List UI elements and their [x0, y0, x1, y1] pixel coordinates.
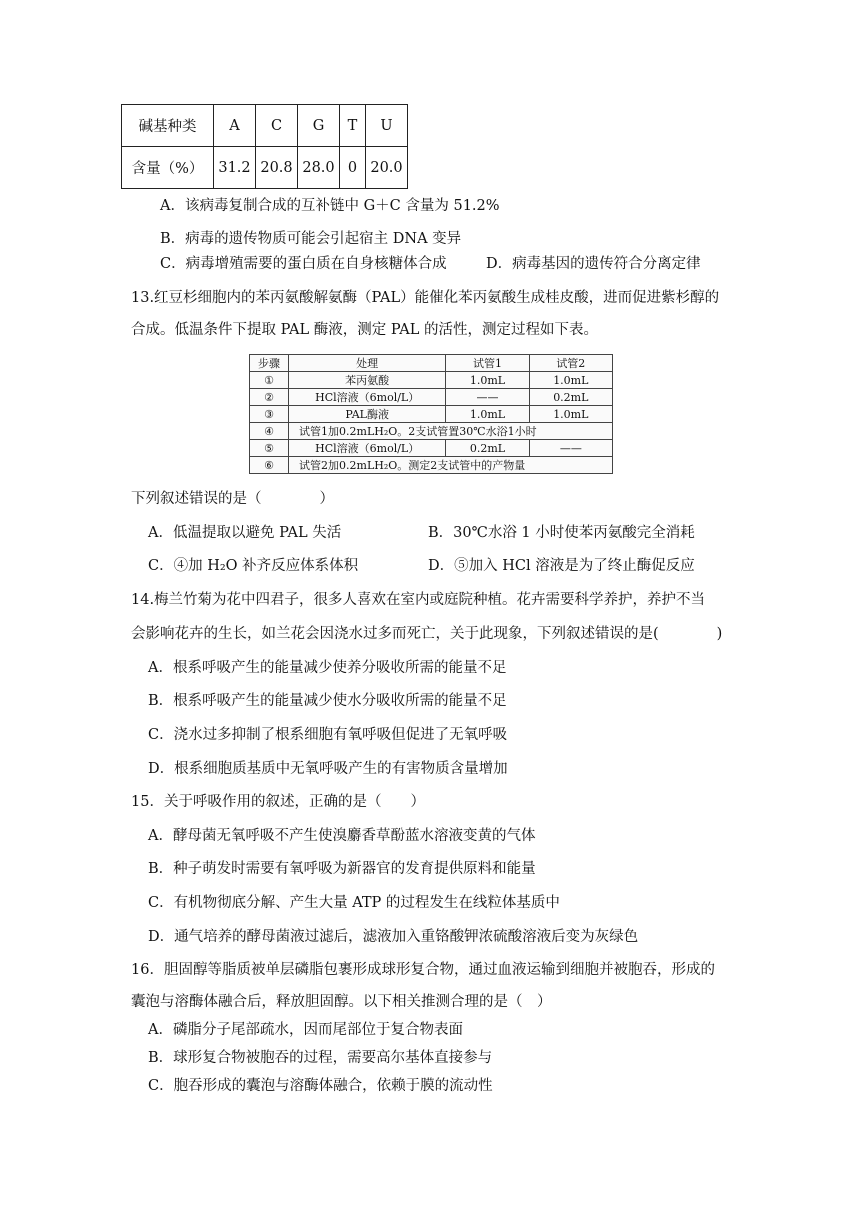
- q14-option-d: D．根系细胞质基质中无氧呼吸产生的有害物质含量增加: [148, 761, 508, 777]
- q13-option-a: A．低温提取以避免 PAL 失活: [148, 525, 342, 541]
- table-cell: 1.0mL: [446, 372, 529, 389]
- q13-option-b: B．30℃水浴 1 小时使苯丙氨酸完全消耗: [428, 525, 695, 541]
- q12-option-b: B．病毒的遗传物质可能会引起宿主 DNA 变异: [160, 231, 462, 247]
- table-row: [250, 423, 613, 440]
- table-row: [250, 372, 613, 389]
- q16-stem-line1: 16．胆固醇等脂质被单层磷脂包裹形成球形复合物，通过血液运输到细胞并被胞吞，形成的: [131, 962, 715, 978]
- table-cell: ③: [250, 406, 289, 423]
- q14-stem-line2: 会影响花卉的生长，如兰花会因浇水过多而死亡，关于此现象，下列叙述错误的是( ): [131, 626, 723, 642]
- table-cell: ①: [250, 372, 289, 389]
- q14-stem-line1: 14.梅兰竹菊为花中四君子，很多人喜欢在室内或庭院种植。花卉需要科学养护，养护不当: [131, 592, 706, 608]
- table-cell: ④: [250, 423, 289, 440]
- table-row: [122, 147, 408, 189]
- table-header-cell: C: [256, 105, 298, 147]
- q13-stem-line1: 13.红豆杉细胞内的苯丙氨酸解氨酶（PAL）能催化苯丙氨酸生成桂皮酸，进而促进紫杉醇的: [131, 290, 720, 306]
- table-header-cell: 试管1: [446, 355, 529, 372]
- q16-stem-line2: 囊泡与溶酶体融合后，释放胆固醇。以下相关推测合理的是（ ）: [131, 994, 552, 1010]
- table-row: [250, 406, 613, 423]
- table-cell: 苯丙氨酸: [289, 372, 446, 389]
- table-cell: ——: [446, 389, 529, 406]
- q13-option-c: C．④加 H₂O 补齐反应体系体积: [148, 558, 359, 574]
- q13-stem-line2: 合成。低温条件下提取 PAL 酶液，测定 PAL 的活性，测定过程如下表。: [131, 322, 598, 338]
- q16-option-c: C．胞吞形成的囊泡与溶酶体融合，依赖于膜的流动性: [148, 1078, 493, 1094]
- q12-option-a: A．该病毒复制合成的互补链中 G＋C 含量为 51.2%: [160, 198, 500, 214]
- q14-option-a: A．根系呼吸产生的能量减少使养分吸收所需的能量不足: [148, 660, 507, 676]
- pal-procedure-table: [249, 354, 613, 474]
- table-row: [122, 105, 408, 147]
- table-cell: 0: [340, 147, 366, 189]
- table-cell: HCl溶液（6mol/L）: [289, 389, 446, 406]
- table-header-cell: U: [366, 105, 408, 147]
- table-cell: 试管1加0.2mLH₂O。2支试管置30℃水浴1小时: [289, 423, 613, 440]
- table-header-cell: 步骤: [250, 355, 289, 372]
- q15-option-a: A．酵母菌无氧呼吸不产生使溴麝香草酚蓝水溶液变黄的气体: [148, 828, 536, 844]
- table-header-cell: 碱基种类: [122, 105, 214, 147]
- table-row: [250, 457, 613, 474]
- q15-stem: 15．关于呼吸作用的叙述，正确的是（ ）: [131, 794, 425, 810]
- table-cell: HCl溶液（6mol/L）: [289, 440, 446, 457]
- table-header-cell: T: [340, 105, 366, 147]
- table-cell: 0.2mL: [446, 440, 529, 457]
- table-cell: 31.2: [214, 147, 256, 189]
- table-cell: ⑤: [250, 440, 289, 457]
- table-header-cell: G: [298, 105, 340, 147]
- table-cell: 0.2mL: [529, 389, 612, 406]
- table-header-cell: 试管2: [529, 355, 612, 372]
- table-cell: 试管2加0.2mLH₂O。测定2支试管中的产物量: [289, 457, 613, 474]
- table-header-cell: 处理: [289, 355, 446, 372]
- q12-option-c: C．病毒增殖需要的蛋白质在自身核糖体合成: [160, 256, 447, 272]
- table-row: [250, 355, 613, 372]
- q12-option-d: D．病毒基因的遗传符合分离定律: [486, 256, 701, 272]
- table-cell: 1.0mL: [529, 372, 612, 389]
- q13-question: 下列叙述错误的是（ ）: [131, 491, 334, 507]
- table-cell: 28.0: [298, 147, 340, 189]
- table-row: [250, 389, 613, 406]
- table-cell: 20.8: [256, 147, 298, 189]
- q15-option-b: B．种子萌发时需要有氧呼吸为新器官的发育提供原料和能量: [148, 861, 536, 877]
- table-cell: 含量（%）: [122, 147, 214, 189]
- table-cell: 1.0mL: [446, 406, 529, 423]
- table-cell: ②: [250, 389, 289, 406]
- table-row: [250, 440, 613, 457]
- q16-option-b: B．球形复合物被胞吞的过程，需要高尔基体直接参与: [148, 1050, 493, 1066]
- q16-option-a: A．磷脂分子尾部疏水，因而尾部位于复合物表面: [148, 1022, 463, 1038]
- table-cell: 1.0mL: [529, 406, 612, 423]
- table-cell: 20.0: [366, 147, 408, 189]
- q13-option-d: D．⑤加入 HCl 溶液是为了终止酶促反应: [428, 558, 695, 574]
- table-cell: ⑥: [250, 457, 289, 474]
- table-header-cell: A: [214, 105, 256, 147]
- q14-option-b: B．根系呼吸产生的能量减少使水分吸收所需的能量不足: [148, 693, 507, 709]
- table-cell: ——: [529, 440, 612, 457]
- q15-option-c: C．有机物彻底分解、产生大量 ATP 的过程发生在线粒体基质中: [148, 895, 560, 911]
- q15-option-d: D．通气培养的酵母菌液过滤后，滤液加入重铬酸钾浓硫酸溶液后变为灰绿色: [148, 929, 639, 945]
- base-composition-table: [121, 104, 408, 189]
- table-cell: PAL酶液: [289, 406, 446, 423]
- q14-option-c: C．浇水过多抑制了根系细胞有氧呼吸但促进了无氧呼吸: [148, 727, 508, 743]
